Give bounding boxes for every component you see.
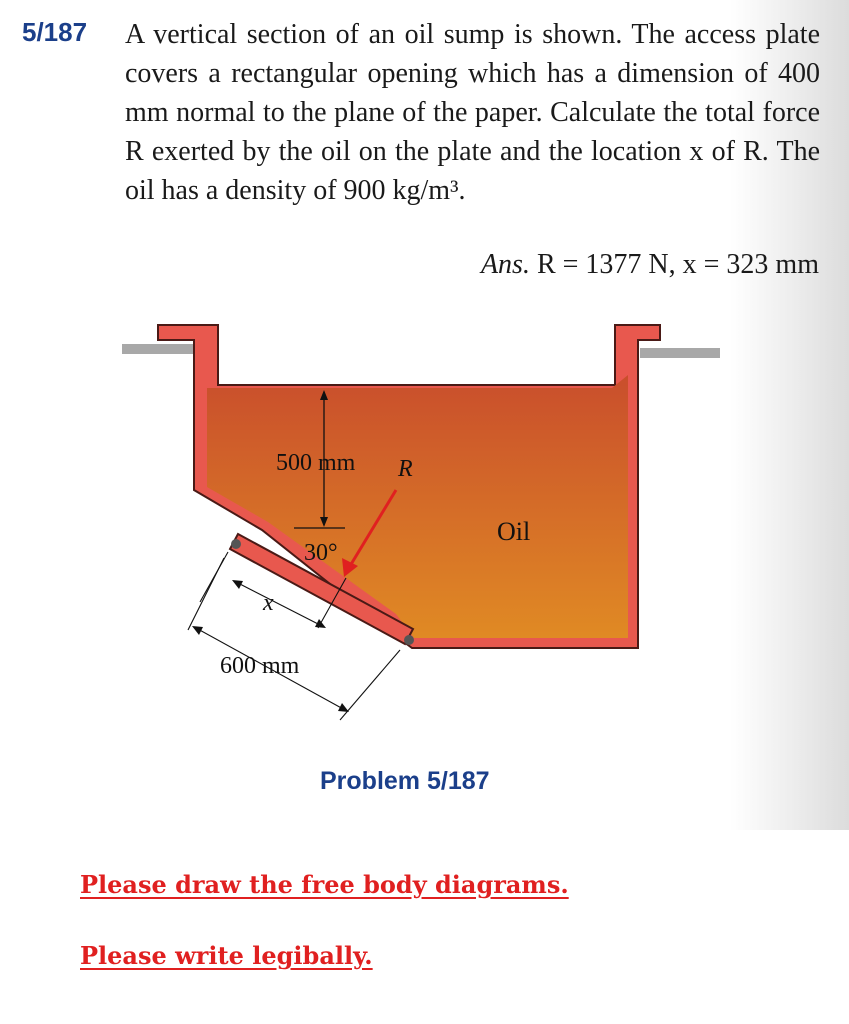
plate-bolt-upper — [231, 539, 241, 549]
angle-label: 30° — [304, 540, 338, 566]
plate-bolt-lower — [404, 635, 414, 645]
length-extension-upper — [188, 558, 224, 630]
depth-label: 500 mm — [276, 450, 356, 476]
instruction-note-2: Please write legibally. — [80, 941, 373, 970]
answer-label: Ans. — [480, 249, 530, 280]
problem-statement: A vertical section of an oil sump is shown. The access plate covers a rectangular opening which has a dimension of 400 mm normal to the plane of the paper. Calculate the total force R exerted by the oil on the plate and the location x of R. The oil has a density of 900 kg/m³. — [125, 19, 820, 206]
problem-number: 5/187 — [22, 17, 88, 47]
force-label: R — [398, 456, 413, 482]
answer — [481, 249, 819, 281]
figure-caption: Problem 5/187 — [320, 767, 490, 795]
length-label: 600 mm — [220, 653, 300, 679]
oil-label: Oil — [497, 517, 531, 546]
answer-values: R = 1377 N, x = 323 mm — [536, 249, 819, 280]
ground-right — [640, 348, 720, 358]
x-label: x — [263, 590, 274, 616]
length-extension-lower — [340, 650, 400, 720]
oil-sump-figure — [0, 300, 849, 770]
instruction-note-1: Please draw the free body diagrams. — [80, 870, 569, 899]
